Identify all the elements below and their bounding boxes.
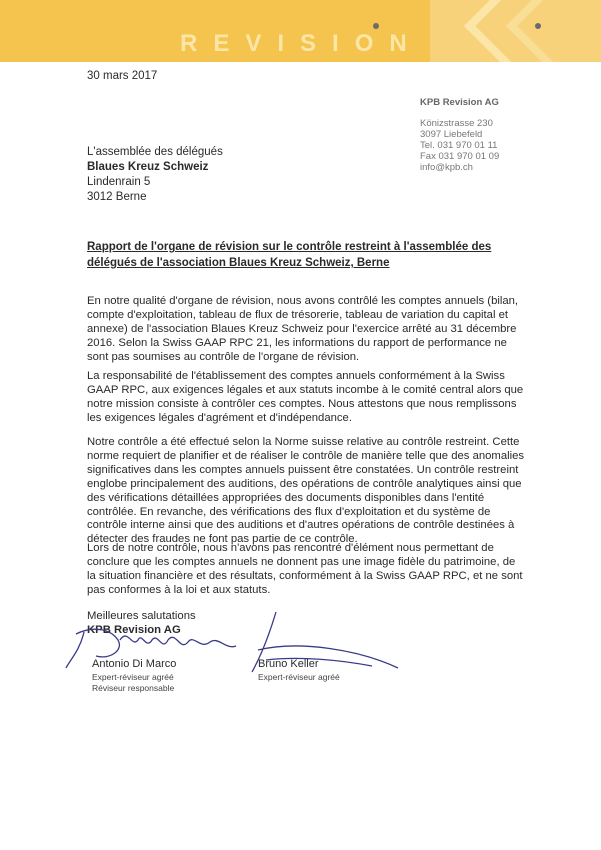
recipient-city: 3012 Berne (87, 191, 147, 203)
sender-email: info@kpb.ch (420, 162, 473, 173)
closing-greeting: Meilleures salutations (87, 610, 196, 622)
sender-street: Könizstrasse 230 (420, 118, 493, 129)
signatory-title: Expert-réviseur agréé (92, 672, 174, 682)
sender-name: KPB Revision AG (420, 97, 499, 108)
sender-fax: Fax 031 970 01 09 (420, 151, 500, 162)
letter-date: 30 mars 2017 (87, 70, 158, 82)
banner-watermark-text: REVISION (180, 30, 423, 57)
signatory-role: Réviseur responsable (92, 683, 175, 693)
signatory-name: Bruno Keller (258, 658, 319, 670)
body-paragraph: En notre qualité d'organe de révision, nous avons contrôlé les comptes annuels (bilan, compte d'exploitation, tableau de flux de trésorerie, tableau de variation du capital et annexe) de l'association Blaues Kreuz Schweiz pour l'exercice arrêté au 31 décembre 2016. Selon la Swiss GAAP RPC 21, les informations du rapport de performance ne sont pas soumises au contrôle de l'organe de révision. (87, 295, 519, 363)
sender-city: 3097 Liebefeld (420, 129, 483, 140)
signatory-name: Antonio Di Marco (92, 658, 177, 670)
signatory-title: Expert-réviseur agréé (258, 672, 340, 682)
body-paragraph: La responsabilité de l'établissement des comptes annuels conformément à la Swiss GAAP RPC, aux exigences légales et aux statuts incombe à le comité central alors que notre mission consiste à contrôler ces comptes. Nous attestons que nous remplissons les exigences légales d'agrément et d'indépendance. (87, 370, 524, 424)
body-paragraph: Notre contrôle a été effectué selon la Norme suisse relative au contrôle restreint. Cette norme requiert de planifier et de réaliser le contrôle de manière telle que des anomalies significatives dans les comptes annuels puissent être constatées. Un contrôle restreint englobe principalement des auditions, des opérations de contrôle analytiques ainsi que des vérifications détaillées appropriées des documents disponibles dans l'entité contrôlée. En revanche, des vérifications des flux d'exploitation et du système de contrôle interne ainsi que des auditions et d'autres opérations de contrôle destinées à détecter des fraudes ne font pas partie de ce contrôle. (87, 436, 525, 546)
recipient-line: L'assemblée des délégués (87, 146, 223, 158)
recipient-organization: Blaues Kreuz Schweiz (87, 161, 209, 173)
sender-tel: Tel. 031 970 01 11 (420, 140, 498, 151)
recipient-street: Lindenrain 5 (87, 176, 151, 188)
closing-company: KPB Revision AG (87, 623, 181, 636)
body-paragraph: Lors de notre contrôle, nous n'avons pas rencontré d'élément nous permettant de conclure que les comptes annuels ne donnent pas une image fidèle du patrimoine, de la situation financière et des résultats, conformément à la Swiss GAAP RPC, et ne sont pas conformes à la loi et aux statuts. (87, 542, 523, 596)
letter-subject: Rapport de l'organe de révision sur le contrôle restreint à l'assemblée des délégués de l'association Blaues Kreuz Schweiz, Berne (87, 241, 492, 269)
